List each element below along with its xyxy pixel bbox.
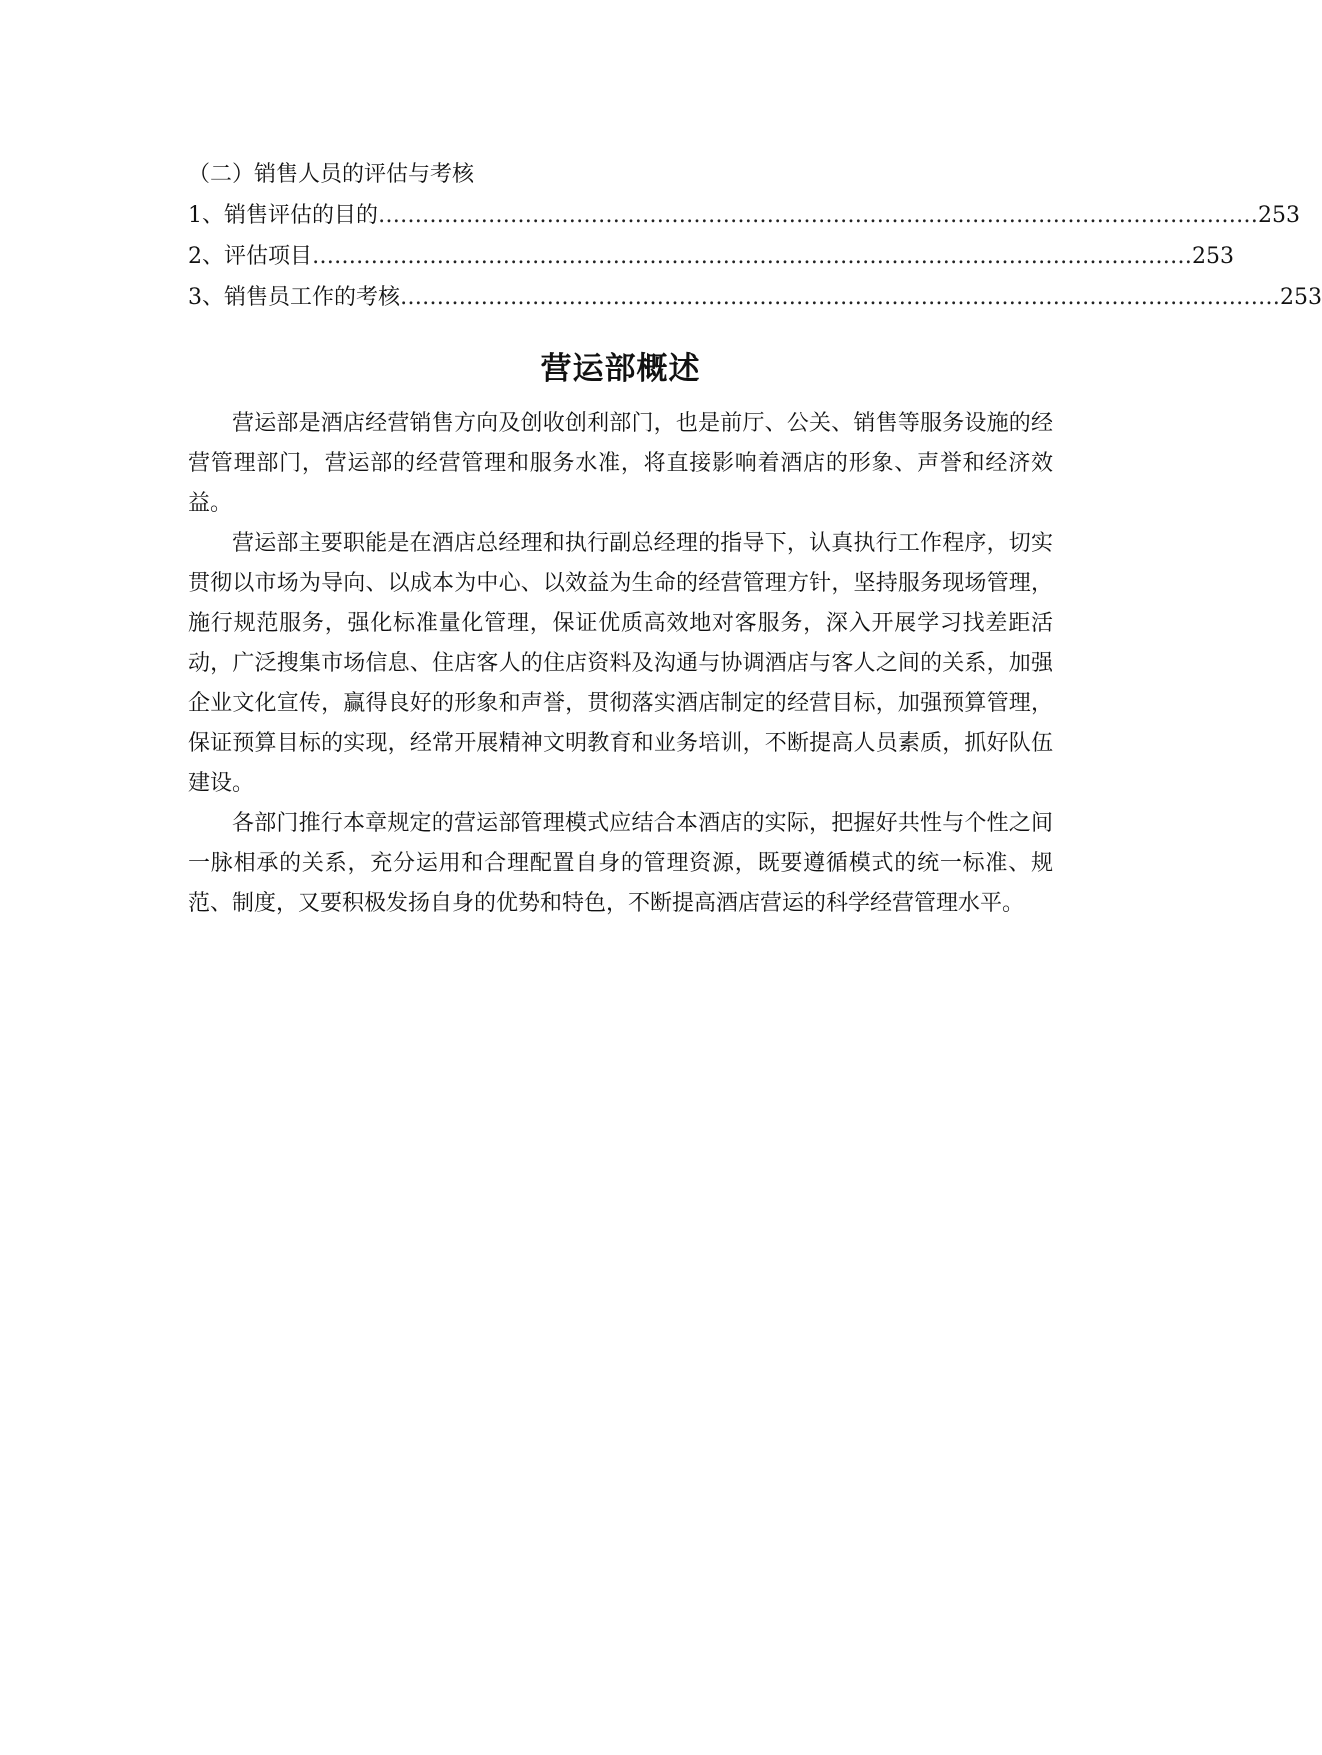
toc-entry-label: 1、销售评估的目的 — [188, 203, 378, 228]
toc-entry — [188, 236, 1234, 277]
toc-leader-dots: ………………………………………………………………………………………………………… — [400, 285, 1280, 310]
toc-entry-label: 3、销售员工作的考核 — [188, 285, 400, 310]
toc-subheading: （二）销售人员的评估与考核 — [188, 162, 475, 187]
body-paragraph: 营运部主要职能是在酒店总经理和执行副总经理的指导下，认真执行工作程序，切实贯彻以市场为导向、以成本为中心、以效益为生命的经营管理方针，坚持服务现场管理，施行规范服务，强化标准量化管理，保证优质高效地对客服务，深入开展学习找差距活动，广泛搜集市场信息、住店客人的住店资料及沟通与协调酒店与客人之间的关系，加强企业文化宣传，赢得良好的形象和声誉，贯彻落实酒店制定的经营目标，加强预算管理，保证预算目标的实现，经常开展精神文明教育和业务培训，不断提高人员素质，抓好队伍建设。 — [188, 531, 1053, 796]
toc-entry — [188, 277, 1322, 318]
body-paragraph: 营运部是酒店经营销售方向及创收创利部门，也是前厅、公关、销售等服务设施的经营管理部门，营运部的经营管理和服务水准，将直接影响着酒店的形象、声誉和经济效益。 — [188, 411, 1053, 516]
body-paragraph: 各部门推行本章规定的营运部管理模式应结合本酒店的实际，把握好共性与个性之间一脉相承的关系，充分运用和合理配置自身的管理资源，既要遵循模式的统一标准、规范、制度，又要积极发扬自身的优势和特色，不断提高酒店营运的科学经营管理水平。 — [188, 811, 1053, 916]
page-content — [188, 154, 1322, 924]
section-title: 营运部概述 — [540, 351, 701, 387]
toc-entry-page: 253 — [1192, 244, 1234, 269]
toc-entry-page: 253 — [1280, 285, 1322, 310]
toc-entry — [188, 195, 1300, 236]
toc-entry-label: 2、评估项目 — [188, 244, 312, 269]
toc-leader-dots: ………………………………………………………………………………………………………… — [378, 203, 1258, 228]
toc-entry-page: 253 — [1258, 203, 1300, 228]
toc-leader-dots: ………………………………………………………………………………………………………… — [312, 244, 1192, 269]
